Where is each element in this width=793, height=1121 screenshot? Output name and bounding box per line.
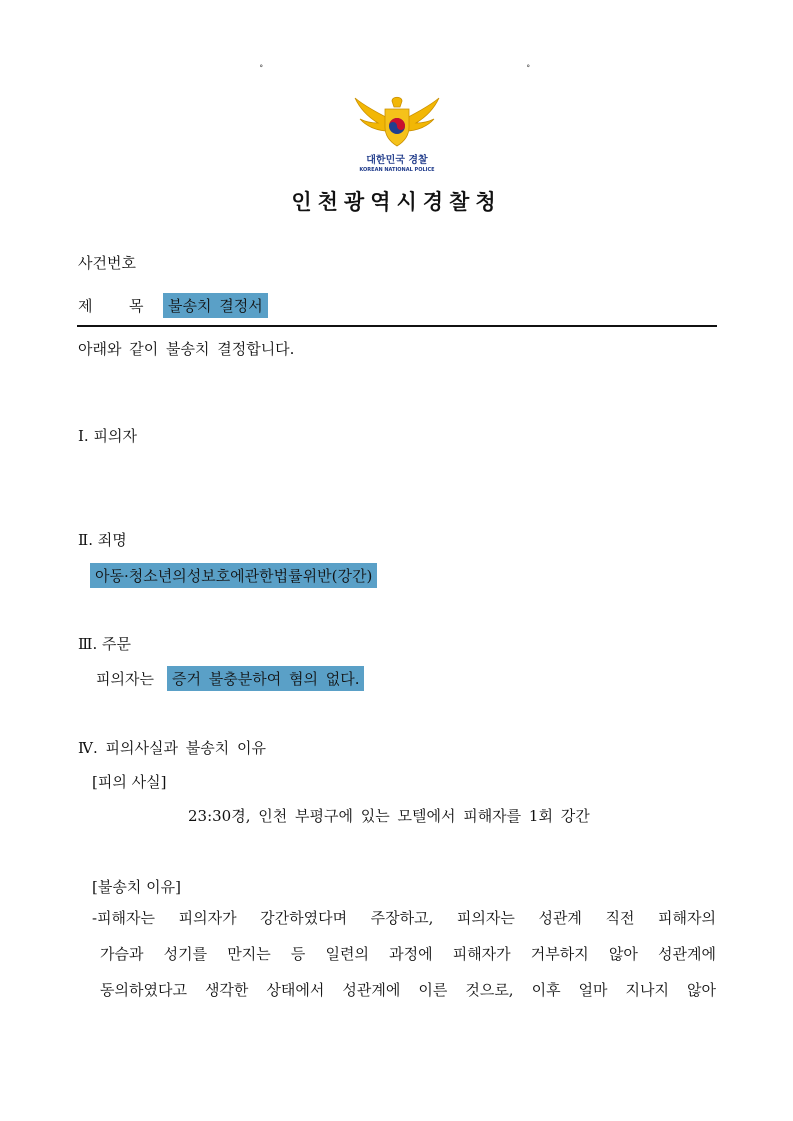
- subject-value: 불송치 결정서: [163, 293, 268, 318]
- disposition-value: 증거 불충분하여 혐의 없다.: [167, 666, 364, 691]
- eagle-emblem-icon: [352, 93, 442, 151]
- emblem-korean-text: 대한민국 경찰: [366, 155, 428, 166]
- agency-title: 인천광역시경찰청: [291, 190, 502, 214]
- section-1-title: Ⅰ. 피의자: [78, 427, 137, 445]
- subject-label-second: 목: [129, 297, 144, 315]
- police-emblem-logo: [352, 93, 442, 173]
- subject-label-first: 제: [78, 297, 93, 315]
- reason-line-3: 동의하였다고 생각한 상태에서 성관계에 이른 것으로, 이후 얼마 지나지 않아: [100, 981, 716, 999]
- section-2-title: Ⅱ. 죄명: [78, 531, 127, 549]
- case-number-label: 사건번호: [78, 254, 136, 272]
- header-divider: [77, 325, 717, 327]
- reason-line-1: -피해자는 피의자가 강간하였다며 주장하고, 피의자는 성관계 직전 피해자의: [92, 909, 716, 927]
- reason-line-2: 가슴과 성기를 만지는 등 일련의 과정에 피해자가 거부하지 않아 성관계에: [100, 945, 716, 963]
- section-3-title: Ⅲ. 주문: [78, 635, 131, 653]
- reason-label: [불송치 이유]: [92, 878, 181, 896]
- facts-label: [피의 사실]: [92, 773, 167, 791]
- emblem-english-text: KOREAN NATIONAL POLICE: [359, 167, 435, 173]
- facts-text: 23:30경, 인천 부평구에 있는 모텔에서 피해자를 1회 강간: [188, 807, 590, 825]
- decorative-dot-left: ˚: [259, 66, 264, 76]
- disposition-prefix: 피의자는: [96, 670, 154, 688]
- section-4-title: Ⅳ. 피의사실과 불송치 이유: [78, 739, 266, 757]
- decorative-dot-right: ˚: [526, 66, 531, 76]
- charge-name: 아동·청소년의성보호에관한법률위반(강간): [90, 563, 377, 588]
- intro-sentence: 아래와 같이 불송치 결정합니다.: [78, 340, 295, 358]
